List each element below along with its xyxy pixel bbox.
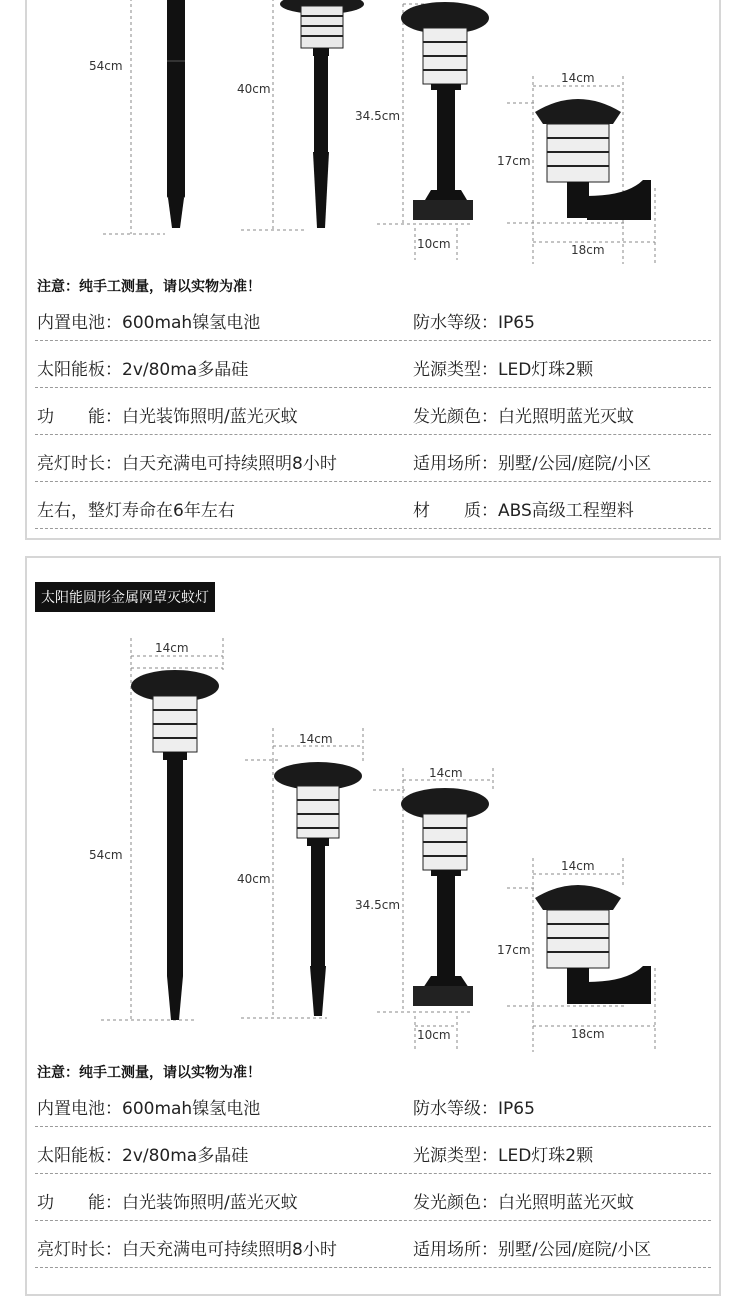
spec-material: 材 质：ABS高级工程塑料 — [413, 501, 634, 521]
spec-light-color: 发光颜色：白光照明蓝光灭蚊 — [413, 1193, 634, 1213]
lamp4-width-label: 14cm — [561, 71, 595, 85]
lamp1-height-label: 54cm — [89, 59, 123, 73]
spec-function: 功 能：白光装饰照明/蓝光灭蚊 — [37, 1193, 298, 1213]
product-panel-1 — [25, 0, 721, 540]
lamp3-base-label: 10cm — [417, 237, 451, 251]
spec-row — [35, 1080, 711, 1127]
spec-light-duration: 亮灯时长：白天充满电可持续照明8小时 — [37, 1240, 337, 1260]
spec-solar-panel: 太阳能板：2v/80ma多晶硅 — [37, 1146, 249, 1166]
lamp1-width-label: 14cm — [155, 641, 189, 655]
spec-usage-place: 适用场所：别墅/公园/庭院/小区 — [413, 454, 652, 474]
spec-waterproof: 防水等级：IP65 — [413, 1099, 535, 1119]
spec-light-duration: 亮灯时长：白天充满电可持续照明8小时 — [37, 454, 337, 474]
lamp3-height-label: 34.5cm — [355, 109, 401, 123]
lamp4-height-label: 17cm — [497, 154, 531, 168]
lamp4-depth-label: 18cm — [571, 1027, 605, 1041]
spec-row — [35, 1174, 711, 1221]
spec-row — [35, 435, 711, 482]
measure-note: 注意：纯手工测量，请以实物为准！ — [37, 1065, 261, 1081]
lamp1-image — [167, 0, 185, 228]
product-title: 太阳能圆形金属网罩灭蚊灯 — [35, 582, 215, 612]
lamps-photo-2 — [27, 558, 719, 1058]
spec-function: 功 能：白光装饰照明/蓝光灭蚊 — [37, 407, 298, 427]
spec-row — [35, 1221, 711, 1268]
spec-row — [35, 388, 711, 435]
spec-row — [35, 482, 711, 529]
spec-light-source: 光源类型：LED灯珠2颗 — [413, 360, 594, 380]
lamp3-image — [401, 2, 489, 220]
lamps-photo-1 — [27, 0, 719, 268]
spec-battery: 内置电池：600mah镍氢电池 — [37, 313, 261, 333]
lamp2-image — [274, 762, 362, 1016]
measure-note: 注意：纯手工测量，请以实物为准！ — [37, 279, 261, 295]
lamp1-image — [131, 670, 219, 1020]
spec-battery: 内置电池：600mah镍氢电池 — [37, 1099, 261, 1119]
lamp4-width-label: 14cm — [561, 859, 595, 873]
spec-lifespan: 左右，整灯寿命在6年左右 — [37, 501, 235, 521]
spec-row — [35, 294, 711, 341]
spec-light-source: 光源类型：LED灯珠2颗 — [413, 1146, 594, 1166]
spec-row — [35, 1127, 711, 1174]
lamp4-image — [535, 99, 651, 220]
lamp2-image — [280, 0, 364, 228]
spec-row — [35, 341, 711, 388]
spec-waterproof: 防水等级：IP65 — [413, 313, 535, 333]
lamp3-base-label: 10cm — [417, 1028, 451, 1042]
spec-light-color: 发光颜色：白光照明蓝光灭蚊 — [413, 407, 634, 427]
lamp2-height-label: 40cm — [237, 872, 271, 886]
lamp1-height-label: 54cm — [89, 848, 123, 862]
spec-solar-panel: 太阳能板：2v/80ma多晶硅 — [37, 360, 249, 380]
lamp3-width-label: 14cm — [429, 766, 463, 780]
lamp3-height-label: 34.5cm — [355, 898, 401, 912]
product-panel-2 — [25, 556, 721, 1296]
lamp4-image — [535, 885, 651, 1004]
lamp2-width-label: 14cm — [299, 732, 333, 746]
lamp4-depth-label: 18cm — [571, 243, 605, 257]
lamp3-image — [401, 788, 489, 1006]
spec-table-1 — [35, 294, 711, 529]
lamp2-height-label: 40cm — [237, 82, 271, 96]
spec-table-2 — [35, 1080, 711, 1268]
spec-usage-place: 适用场所：别墅/公园/庭院/小区 — [413, 1240, 652, 1260]
lamp4-height-label: 17cm — [497, 943, 531, 957]
